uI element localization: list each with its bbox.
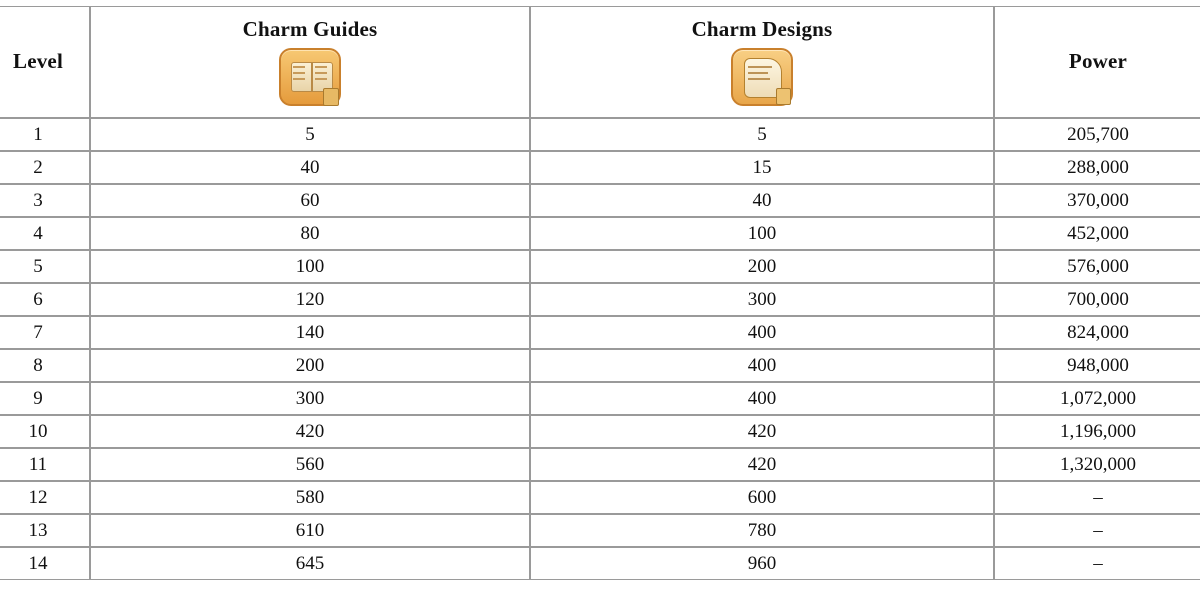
cell-guides: 5 — [90, 118, 530, 151]
cell-level: 13 — [0, 514, 90, 547]
cell-level: 5 — [0, 250, 90, 283]
cell-designs: 300 — [530, 283, 994, 316]
cell-designs: 40 — [530, 184, 994, 217]
table-row — [0, 217, 1200, 250]
table-row — [0, 283, 1200, 316]
cell-guides: 40 — [90, 151, 530, 184]
cell-guides: 140 — [90, 316, 530, 349]
cell-guides: 200 — [90, 349, 530, 382]
column-header-charm-designs-label: Charm Designs — [691, 17, 833, 42]
cell-power: 1,072,000 — [994, 382, 1200, 415]
column-header-charm-guides — [90, 6, 530, 118]
column-header-level-label: Level — [13, 49, 63, 74]
cell-level: 11 — [0, 448, 90, 481]
cell-designs: 400 — [530, 349, 994, 382]
cell-guides: 100 — [90, 250, 530, 283]
cell-power: 576,000 — [994, 250, 1200, 283]
cell-designs: 15 — [530, 151, 994, 184]
table-row — [0, 349, 1200, 382]
charm-upgrade-table — [0, 6, 1200, 580]
table-row — [0, 382, 1200, 415]
charm-designs-scroll-icon — [731, 48, 793, 106]
cell-level: 7 — [0, 316, 90, 349]
cell-level: 3 — [0, 184, 90, 217]
cell-power: 452,000 — [994, 217, 1200, 250]
cell-power: 288,000 — [994, 151, 1200, 184]
cell-designs: 400 — [530, 382, 994, 415]
cell-level: 10 — [0, 415, 90, 448]
cell-level: 1 — [0, 118, 90, 151]
cell-designs: 420 — [530, 415, 994, 448]
cell-guides: 80 — [90, 217, 530, 250]
table-header-row — [0, 6, 1200, 118]
cell-designs: 780 — [530, 514, 994, 547]
cell-level: 8 — [0, 349, 90, 382]
table-header — [0, 6, 1200, 118]
table-row — [0, 448, 1200, 481]
table-row — [0, 514, 1200, 547]
cell-designs: 600 — [530, 481, 994, 514]
column-header-level — [0, 6, 90, 118]
cell-power: – — [994, 547, 1200, 580]
table-row — [0, 118, 1200, 151]
cell-guides: 120 — [90, 283, 530, 316]
column-header-charm-designs — [530, 6, 994, 118]
charm-guides-book-icon — [279, 48, 341, 106]
cell-level: 12 — [0, 481, 90, 514]
column-header-charm-guides-label: Charm Guides — [242, 17, 378, 42]
table-row — [0, 250, 1200, 283]
cell-power: 1,320,000 — [994, 448, 1200, 481]
cell-guides: 300 — [90, 382, 530, 415]
cell-level: 9 — [0, 382, 90, 415]
cell-power: – — [994, 481, 1200, 514]
cell-power: 700,000 — [994, 283, 1200, 316]
cell-designs: 400 — [530, 316, 994, 349]
cell-level: 14 — [0, 547, 90, 580]
cell-guides: 580 — [90, 481, 530, 514]
cell-designs: 960 — [530, 547, 994, 580]
cell-designs: 5 — [530, 118, 994, 151]
cell-guides: 645 — [90, 547, 530, 580]
table-row — [0, 316, 1200, 349]
cell-power: – — [994, 514, 1200, 547]
cell-power: 948,000 — [994, 349, 1200, 382]
cell-level: 4 — [0, 217, 90, 250]
cell-power: 370,000 — [994, 184, 1200, 217]
cell-power: 205,700 — [994, 118, 1200, 151]
table-row — [0, 184, 1200, 217]
cell-level: 2 — [0, 151, 90, 184]
column-header-power-label: Power — [1068, 49, 1128, 74]
cell-designs: 420 — [530, 448, 994, 481]
cell-guides: 610 — [90, 514, 530, 547]
table-body — [0, 118, 1200, 580]
table-row — [0, 151, 1200, 184]
charm-upgrade-table-container — [0, 6, 1200, 580]
table-row — [0, 481, 1200, 514]
cell-guides: 60 — [90, 184, 530, 217]
column-header-power — [994, 6, 1200, 118]
table-row — [0, 547, 1200, 580]
cell-level: 6 — [0, 283, 90, 316]
cell-guides: 560 — [90, 448, 530, 481]
cell-designs: 100 — [530, 217, 994, 250]
cell-power: 824,000 — [994, 316, 1200, 349]
table-row — [0, 415, 1200, 448]
cell-designs: 200 — [530, 250, 994, 283]
cell-power: 1,196,000 — [994, 415, 1200, 448]
cell-guides: 420 — [90, 415, 530, 448]
